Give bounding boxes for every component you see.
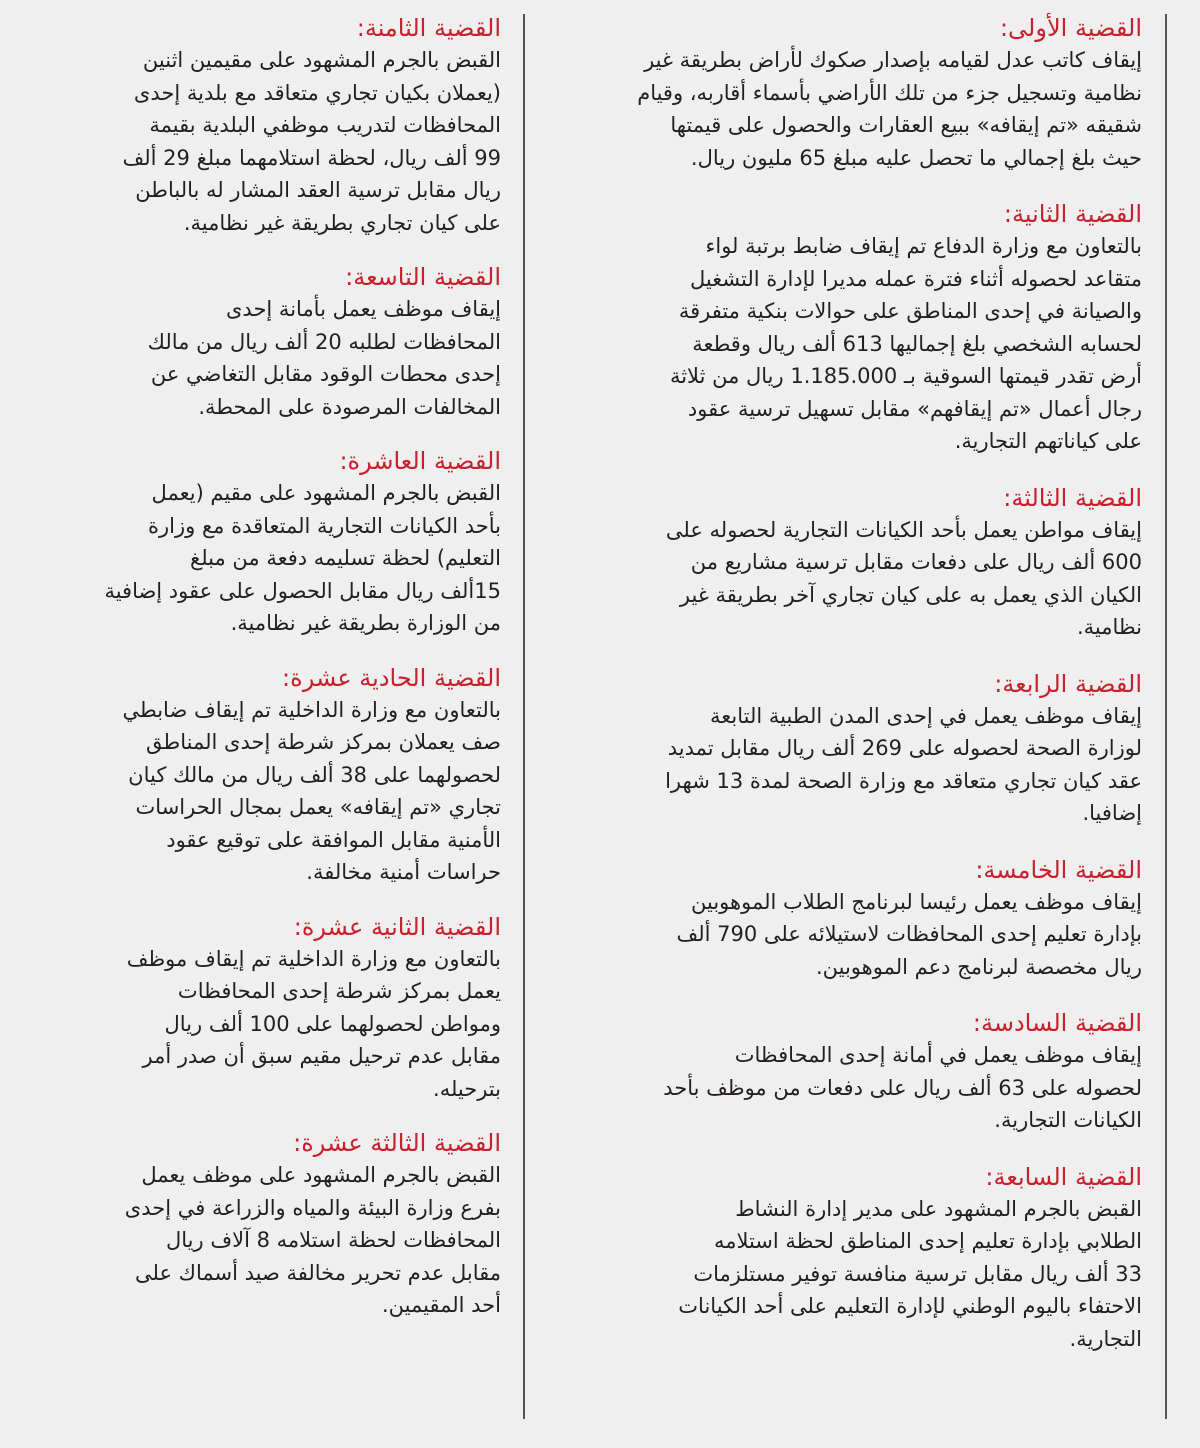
case-line: على كياناتهم التجارية. [954,429,1142,453]
left-column [3,10,501,1342]
case-section [552,852,1142,984]
case-line: ريال مخصصة لبرنامج دعم الموهوبين. [815,954,1142,979]
case-line: إيقاف موظف يعمل رئيسا لبرنامج الطلاب الموهوبين [691,889,1142,914]
case-section [3,10,501,239]
case-line: حيث بلغ إجمالي ما تحصل عليه مبلغ 65 مليون ريال. [690,145,1142,170]
case-line: الطلابي بإدارة تعليم إحدى المناطق لحظة استلامه [713,1229,1142,1253]
case-line: والصيانة في إحدى المناطق على حوالات بنكية متفرقة [678,299,1142,323]
case-line: مقابل عدم تحرير مخالفة صيد أسماك على [135,1260,501,1285]
case-section [3,1125,501,1322]
case-line: متقاعد لحصوله أثناء فترة عمله مديرا لإدارة التشغيل [689,266,1142,291]
case-line: شقيقه «تم إيقافه» ببيع العقارات والحصول على قيمتها [670,113,1142,137]
case-line: المحافظات لطلبه 20 ألف ريال من مالك [147,329,501,354]
case-section [3,259,501,423]
case-line: من الوزارة بطريقة غير نظامية. [230,611,501,635]
case-body [3,293,501,423]
case-line: (يعملان بكيان تجاري متعاقد مع بلدية إحدى [133,80,501,105]
case-line: ريال مقابل ترسية العقد المشار له بالباطن [135,178,501,202]
case-body [3,1159,501,1322]
case-section [3,660,501,889]
case-line: إيقاف موظف يعمل في أمانة إحدى المحافظات [734,1043,1142,1067]
case-title: القضية الثالثة: [1003,483,1142,512]
case-line: بترحيله. [433,1076,501,1101]
right-column [552,10,1142,1377]
case-line: لحصولهما على 38 ألف ريال من مالك كيان [128,762,501,787]
case-line: بإدارة تعليم إحدى المحافظات لاستيلائه على 790 ألف [676,922,1142,946]
case-line: التعليم) لحظة تسليمه دفعة من مبلغ [190,546,501,570]
case-line: بالتعاون مع وزارة الدفاع تم إيقاف ضابط برتبة لواء [705,234,1142,258]
case-title: القضية الثانية: [1003,200,1142,228]
case-body [3,477,501,640]
case-line: بالتعاون مع وزارة الداخلية تم إيقاف ضابطي [122,697,501,722]
case-section [552,196,1142,458]
case-section [3,909,501,1106]
case-line: أرض تقدر قيمتها السوقية بـ 1.185.000 ريال من ثلاثة [669,364,1142,388]
case-line: حراسات أمنية مخالفة. [306,860,501,884]
case-title: القضية السابعة: [985,1162,1142,1191]
case-title: القضية الحادية عشرة: [282,663,501,692]
case-section [552,666,1142,830]
case-line: أحد المقيمين. [382,1293,501,1317]
case-line: 15ألف ريال مقابل الحصول على عقود إضافية [104,578,501,603]
case-body [3,44,501,239]
case-line: إحدى محطات الوقود مقابل التغاضي عن [150,362,501,386]
case-line: بالتعاون مع وزارة الداخلية تم إيقاف موظف [126,946,501,971]
case-line: إيقاف مواطن يعمل بأحد الكيانات التجارية لحصوله على [665,517,1142,542]
case-line: مقابل عدم ترحيل مقيم سبق أن صدر أمر [142,1044,501,1068]
case-line: نظامية. [1077,615,1142,639]
case-line: التجارية. [1069,1326,1142,1351]
case-line: تجاري «تم إيقافه» يعمل بمجال الحراسات [135,795,501,819]
case-title: القضية السادسة: [972,1009,1142,1037]
case-title: القضية الثانية عشرة: [293,912,501,941]
case-line: القبض بالجرم المشهود على موظف يعمل [141,1163,501,1187]
case-title: القضية الثامنة: [356,14,501,42]
case-line: المحافظات لحظة استلامه 8 آلاف ريال [166,1228,501,1252]
case-line: نظامية وتسجيل جزء من تلك الأراضي بأسماء أقاربه، وقيام [637,80,1142,105]
case-line: إضافيا. [1082,801,1142,825]
case-section [552,10,1142,174]
case-line: القبض بالجرم المشهود على مقيمين اثنين [142,48,501,72]
case-line: الاحتفاء باليوم الوطني لإدارة التعليم على أحد الكيانات [678,1294,1142,1318]
case-line: الأمنية مقابل الموافقة على توقيع عقود [166,827,501,852]
column-divider-right [1165,14,1167,1419]
column-divider-middle [523,14,525,1419]
case-body [552,1193,1142,1356]
case-body [3,694,501,889]
case-line: بفرع وزارة البيئة والمياه والزراعة في إحدى [124,1195,501,1220]
case-line: صف يعملان بمركز شرطة إحدى المناطق [146,730,501,754]
case-line: رجال أعمال «تم إيقافهم» مقابل تسهيل ترسية عقود [687,396,1142,421]
case-line: القبض بالجرم المشهود على مدير إدارة النشاط [735,1196,1142,1221]
case-line: 33 ألف ريال مقابل ترسية منافسة توفير مستلزمات [693,1261,1142,1286]
case-line: المحافظات لتدريب موظفي البلدية بقيمة [149,113,501,137]
case-section [552,480,1142,644]
case-body [552,1039,1142,1137]
case-title: القضية الخامسة: [975,855,1142,884]
case-line: بأحد الكيانات التجارية المتعاقدة مع وزارة [148,513,501,538]
case-line: ومواطن لحصولهما على 100 ألف ريال [164,1011,501,1036]
case-line: إيقاف موظف يعمل في إحدى المدن الطبية التابعة [710,703,1142,728]
case-section [3,443,501,640]
case-line: إيقاف موظف يعمل بأمانة إحدى [225,297,501,321]
case-title: القضية التاسعة: [345,263,501,291]
case-body [552,700,1142,830]
case-line: الكيانات التجارية. [994,1108,1142,1132]
case-body [552,514,1142,644]
case-line: 99 ألف ريال، لحظة استلامهما مبلغ 29 ألف [122,145,501,170]
case-line: الكيان الذي يعمل به على كيان تجاري آخر بطريقة غير [679,582,1142,607]
case-body [552,230,1142,458]
case-title: القضية الرابعة: [994,669,1142,698]
case-section [552,1005,1142,1137]
case-line: 600 ألف ريال على دفعات مقابل ترسية مشاريع من [690,550,1142,574]
case-title: القضية الأولى: [999,14,1142,42]
case-line: إيقاف كاتب عدل لقيامه بإصدار صكوك لأراض بطريقة غير [644,48,1142,72]
case-title: القضية الثالثة عشرة: [293,1129,501,1157]
case-line: لحصوله على 63 ألف ريال على دفعات من موظف بأحد [663,1075,1142,1100]
case-body [552,44,1142,174]
case-body [3,943,501,1106]
case-line: على كيان تجاري بطريقة غير نظامية. [183,210,501,235]
case-line: لوزارة الصحة لحصوله على 269 ألف ريال مقابل تمديد [667,736,1142,760]
case-section [552,1159,1142,1356]
case-title: القضية العاشرة: [339,447,501,475]
case-line: القبض بالجرم المشهود على مقيم (يعمل [151,481,501,505]
case-body [552,886,1142,984]
case-line: يعمل بمركز شرطة إحدى المحافظات [177,979,501,1003]
case-line: لحسابه الشخصي بلغ إجماليها 613 ألف ريال وقطعة [692,331,1142,356]
case-line: عقد كيان تجاري متعاقد مع وزارة الصحة لمدة 13 شهرا [665,768,1142,793]
case-line: المخالفات المرصودة على المحطة. [198,394,501,419]
